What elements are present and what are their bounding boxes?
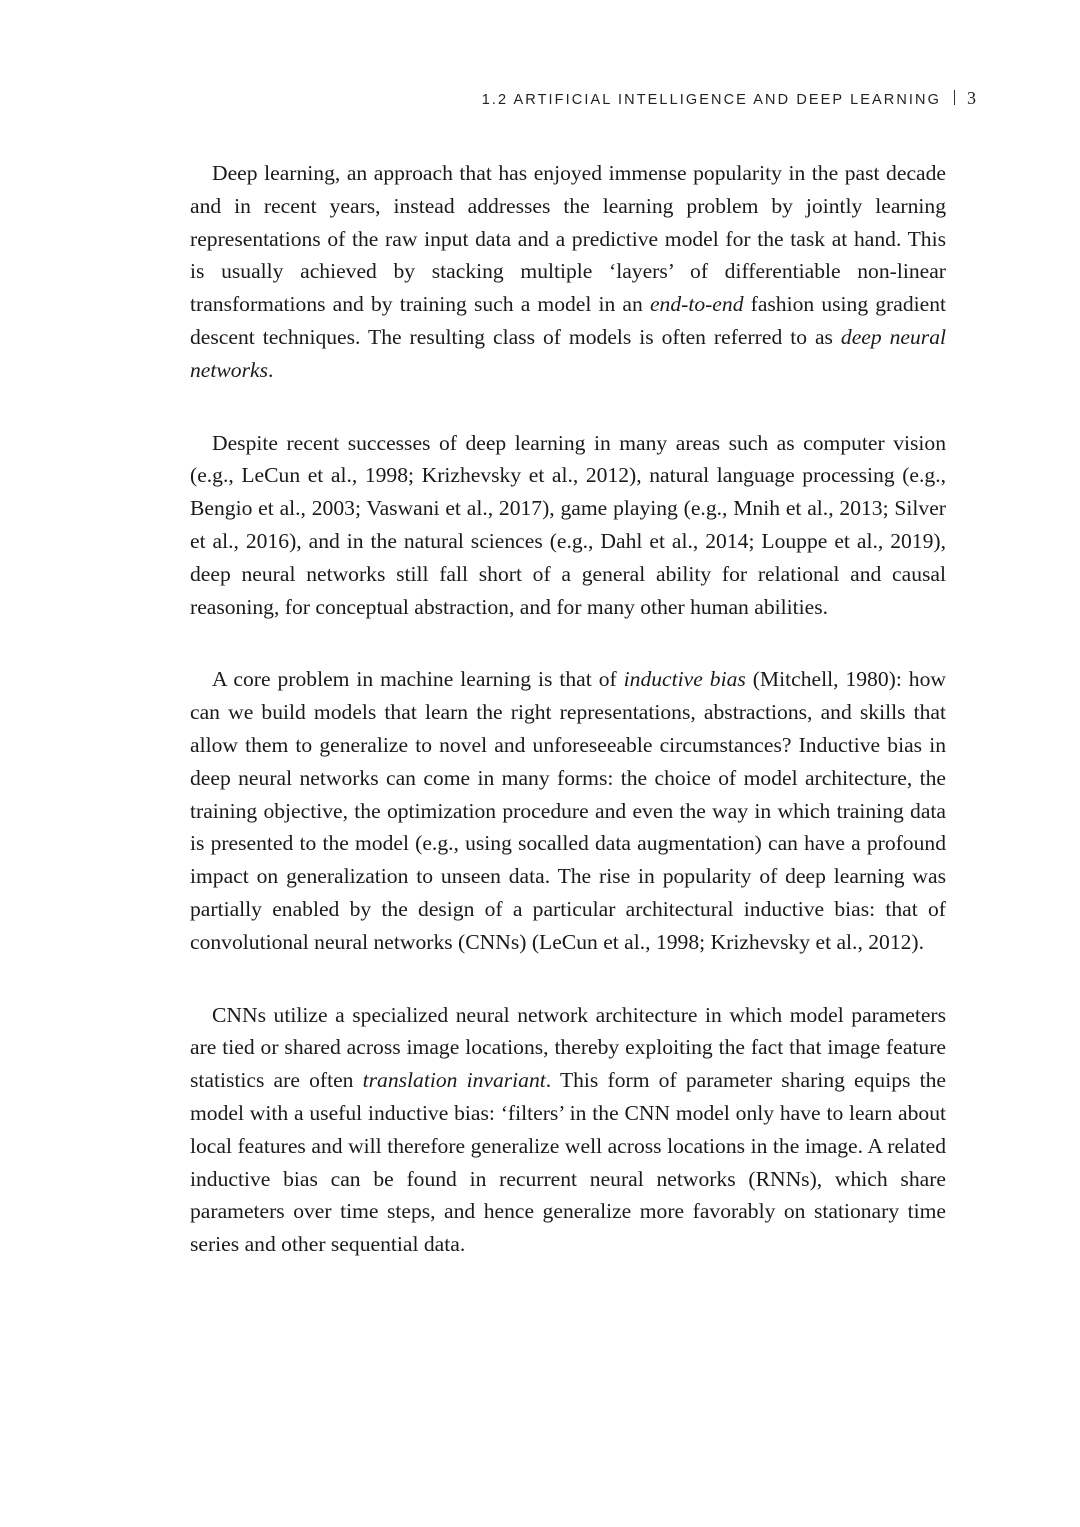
- term-inductive-bias: inductive bias: [623, 667, 746, 692]
- header-separator: [954, 90, 955, 105]
- page-number: 3: [967, 88, 976, 108]
- paragraph-deep-learning: Deep learning, an approach that has enjoyed immense popularity in the past decade and in recent years, instead addresses the learning problem by jointly learning representations of the raw input data and a predictive model for the task at hand. This is usually achieved by stacking multiple ‘layers’ of differentiable non-linear transformations and by training such a model in an end-to-end fashion using gradient descent techniques. The resulting class of models is often referred to as deep neural networks.: [190, 161, 947, 382]
- paragraph-successes: Despite recent successes of deep learning in many areas such as computer vision (e.g., LeCun et al., 1998; Krizhevsky et al., 2012), natural language processing (e.g., Bengio et al., 2003; Vaswani et al., 2017), game playing (e.g., Mnih et al., 2013; Silver et al., 2016), and in the natural sciences (e.g., Dahl et al., 2014; Louppe et al., 2019), deep neural networks still fall short of a general ability for relational and causal reasoning, for conceptual abstraction, and for many other human abilities.: [190, 430, 946, 619]
- term-translation-invariant: translation invariant: [362, 1068, 546, 1093]
- section-title: 1.2 ARTIFICIAL INTELLIGENCE AND DEEP LEARNING: [481, 92, 941, 108]
- running-header: [482, 88, 976, 109]
- paragraph-inductive-bias: A core problem in machine learning is that of inductive bias (Mitchell, 1980): how can we build models that learn the right representations, abstractions, and skills that allow them to generalize to novel and unforeseeable circumstances? Inductive bias in deep neural networks can come in many forms: the choice of model architecture, the training objective, the optimization procedure and even the way in which training data is presented to the model (e.g., using socalled data augmentation) can have a profound impact on generalization to unseen data. The rise in popularity of deep learning was partially enabled by the design of a particular architectural inductive bias: that of convolutional neural networks (CNNs) (LeCun et al., 1998; Krizhevsky et al., 2012).: [190, 667, 946, 954]
- paragraph-cnns: CNNs utilize a specialized neural network architecture in which model parameters are tied or shared across image locations, thereby exploiting the fact that image feature statistics are often translation invariant. This form of parameter sharing equips the model with a useful inductive bias: ‘filters’ in the CNN model only have to learn about local features and will therefore generalize well across locations in the image. A related inductive bias can be found in recurrent neural networks (RNNs), which share parameters over time steps, and hence generalize more favorably on stationary time series and other sequential data.: [190, 1002, 946, 1257]
- term-end-to-end: end-to-end: [649, 292, 744, 317]
- body-text: [190, 157, 946, 1301]
- term-deep-neural-networks: deep neural networks: [190, 324, 947, 382]
